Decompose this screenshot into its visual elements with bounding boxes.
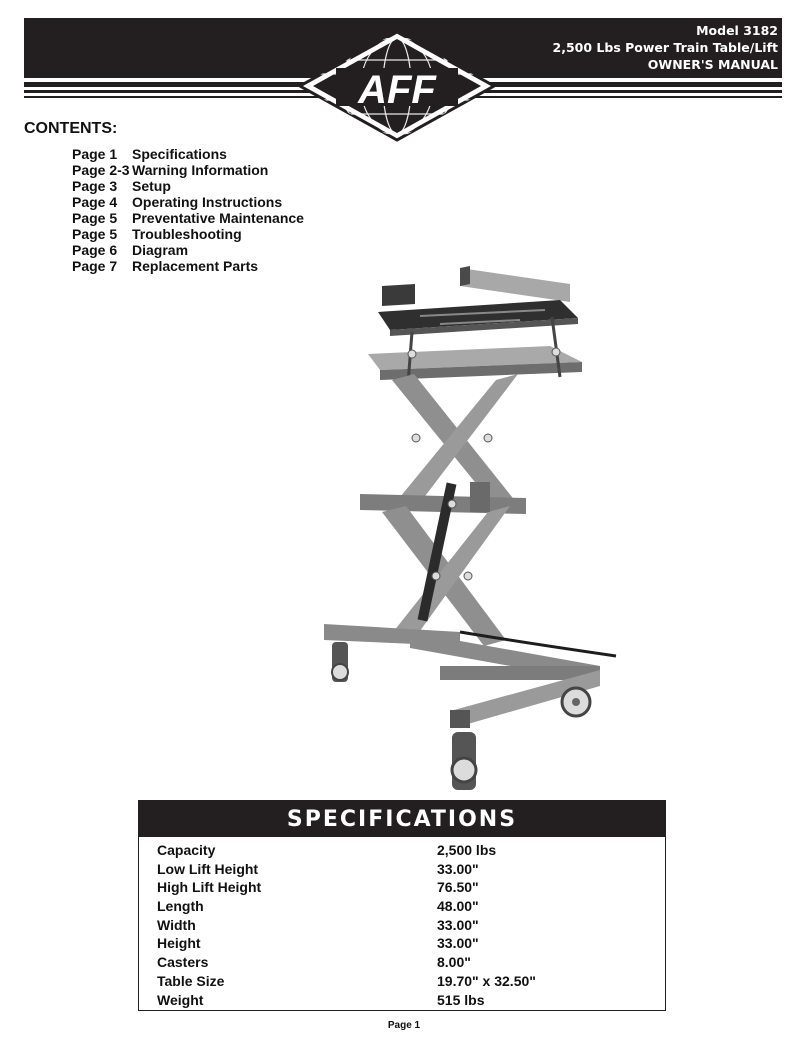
spec-row: Low Lift Height 33.00": [157, 860, 479, 877]
spec-row: High Lift Height 76.50": [157, 879, 479, 896]
header-text: [553, 22, 778, 73]
spec-row: Capacity 2,500 lbs: [157, 842, 497, 858]
spec-row: Table Size 19.70" x 32.50": [157, 972, 536, 989]
manual-title: OWNER'S MANUAL: [647, 57, 778, 72]
spec-row: Height 33.00": [157, 935, 479, 952]
aff-logo: [298, 30, 496, 142]
product-name: 2,500 Lbs Power Train Table/Lift: [552, 40, 778, 55]
power-train-lift-image: [320, 262, 620, 797]
contents-title: CONTENTS:: [24, 120, 118, 137]
spec-row: Weight 515 lbs: [157, 991, 485, 1008]
spec-row: Length 48.00": [157, 898, 479, 915]
page-number: Page 1: [387, 1020, 421, 1031]
specifications-title: SPECIFICATIONS: [139, 801, 665, 837]
logo-text: AFF: [358, 68, 436, 112]
model-number: Model 3182: [696, 23, 778, 38]
spec-row: Casters 8.00": [157, 954, 471, 971]
specifications-table: [138, 800, 666, 1011]
spec-row: Width 33.00": [157, 916, 479, 933]
